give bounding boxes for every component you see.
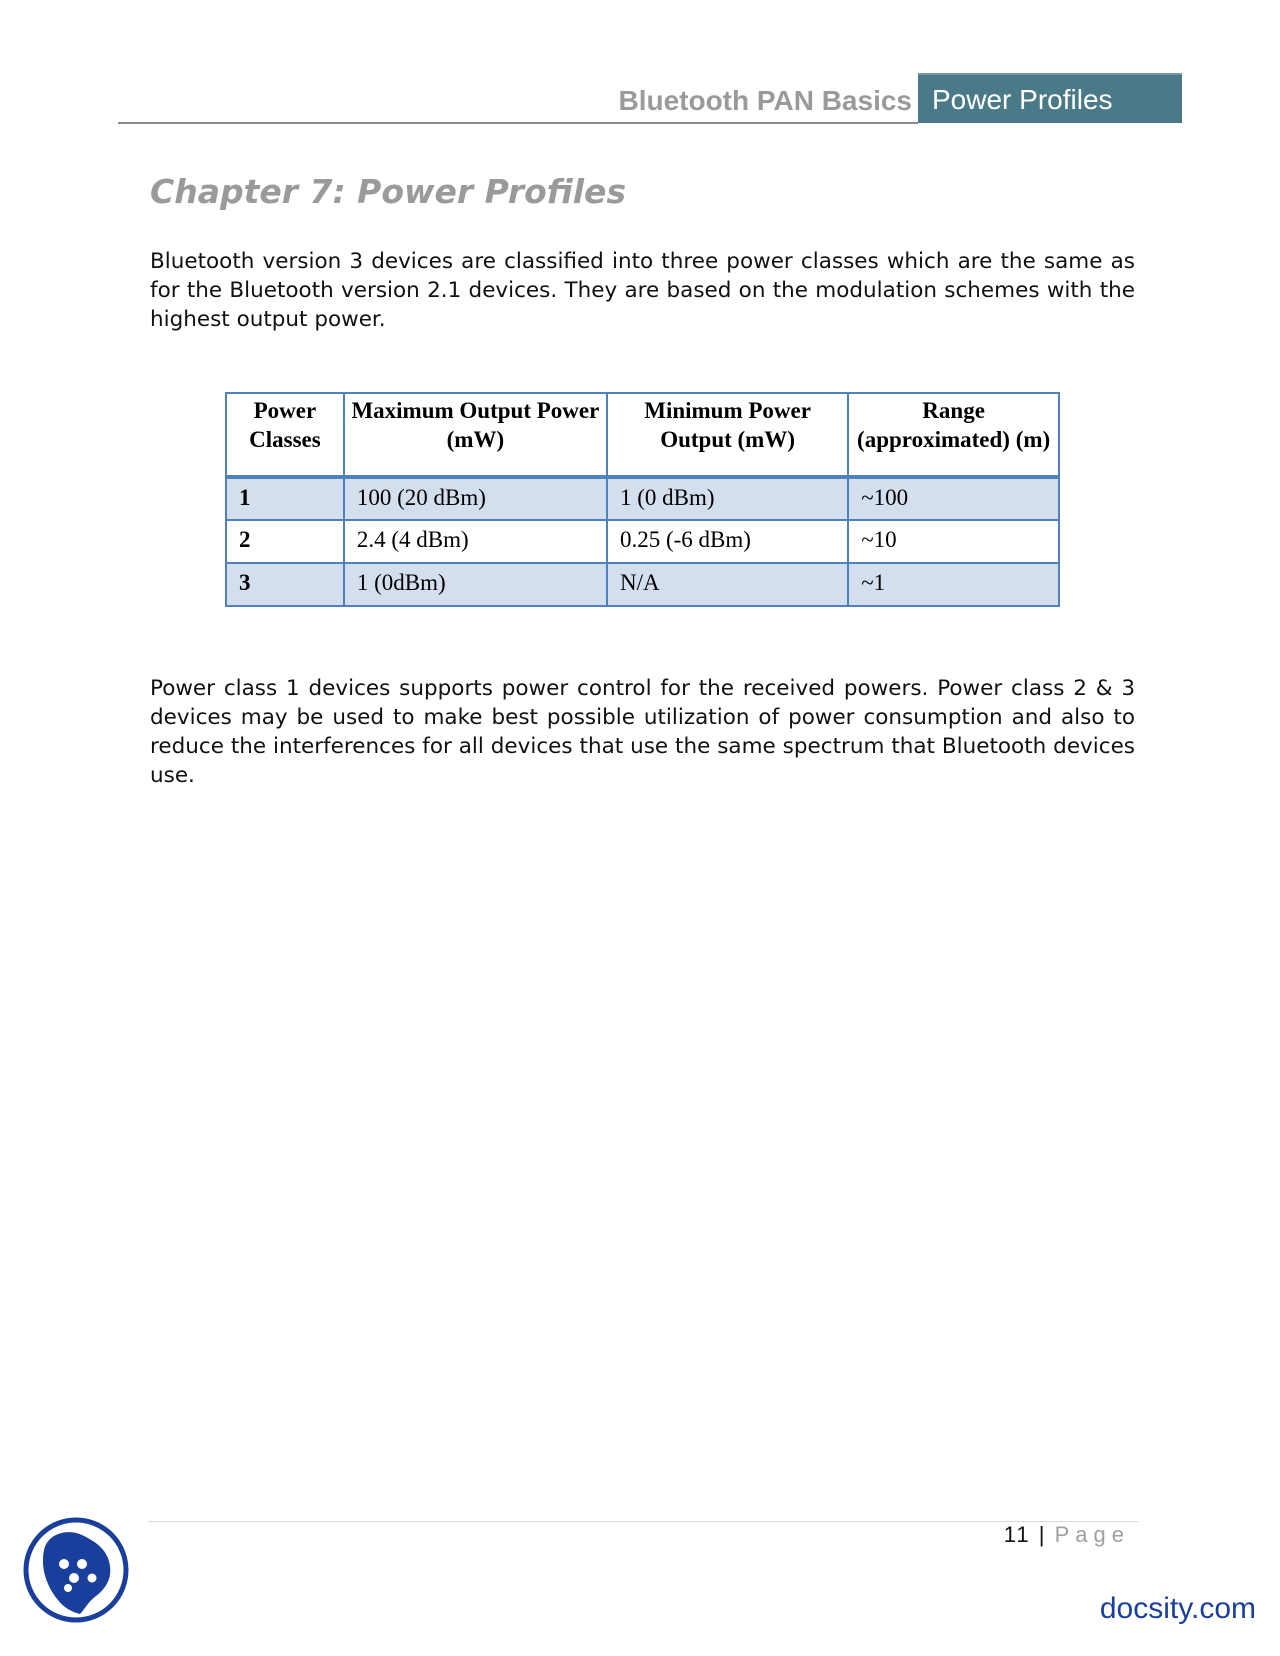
header-section-box bbox=[918, 73, 1182, 123]
table-row bbox=[226, 520, 1059, 563]
page-number bbox=[1004, 1522, 1130, 1548]
page-number-value: 11 bbox=[1003, 1522, 1031, 1547]
cell-range: ~1 bbox=[848, 563, 1059, 606]
power-classes-table bbox=[225, 392, 1060, 607]
page-header bbox=[118, 73, 1182, 123]
page-word: Page bbox=[1054, 1522, 1130, 1547]
header-max-output: Maximum Output Power (mW) bbox=[344, 393, 607, 477]
docsity-logo-icon[interactable] bbox=[22, 1514, 130, 1626]
cell-min-output: 0.25 (-6 dBm) bbox=[607, 520, 848, 563]
cell-class: 1 bbox=[226, 477, 344, 520]
cell-class: 3 bbox=[226, 563, 344, 606]
cell-min-output: N/A bbox=[607, 563, 848, 606]
table-header-row bbox=[226, 393, 1059, 477]
cell-max-output: 100 (20 dBm) bbox=[344, 477, 607, 520]
page-number-separator: | bbox=[1038, 1522, 1047, 1547]
cell-min-output: 1 (0 dBm) bbox=[607, 477, 848, 520]
header-power-classes: Power Classes bbox=[226, 393, 344, 477]
header-min-output: Minimum Power Output (mW) bbox=[607, 393, 848, 477]
header-rule bbox=[118, 122, 918, 124]
closing-paragraph bbox=[150, 674, 1135, 790]
cell-range: ~10 bbox=[848, 520, 1059, 563]
cell-class: 2 bbox=[226, 520, 344, 563]
table-row bbox=[226, 563, 1059, 606]
header-section-title: Power Profiles bbox=[932, 84, 1113, 115]
cell-max-output: 2.4 (4 dBm) bbox=[344, 520, 607, 563]
cell-max-output: 1 (0dBm) bbox=[344, 563, 607, 606]
docsity-brand-text[interactable]: docsity.com bbox=[1099, 1592, 1256, 1625]
header-range: Range (approximated) (m) bbox=[848, 393, 1059, 477]
chapter-title: Chapter 7: Power Profiles bbox=[150, 172, 627, 211]
intro-paragraph-text: Bluetooth version 3 devices are classified into three power classes which are the same as for the Bluetooth version 2.1 devices. They are based on the modulation schemes with the highest output power. bbox=[150, 249, 1135, 332]
footer-rule bbox=[148, 1521, 1138, 1522]
header-doc-title: Bluetooth PAN Basics bbox=[618, 85, 912, 116]
cell-range: ~100 bbox=[848, 477, 1059, 520]
table-row bbox=[226, 477, 1059, 520]
intro-paragraph bbox=[150, 247, 1135, 334]
closing-paragraph-text: Power class 1 devices supports power control for the received powers. Power class 2 & 3 devices may be used to make best possible utilization of power consumption and also to reduce the interferences for all devices that use the same spectrum that Bluetooth devices use. bbox=[150, 676, 1135, 788]
